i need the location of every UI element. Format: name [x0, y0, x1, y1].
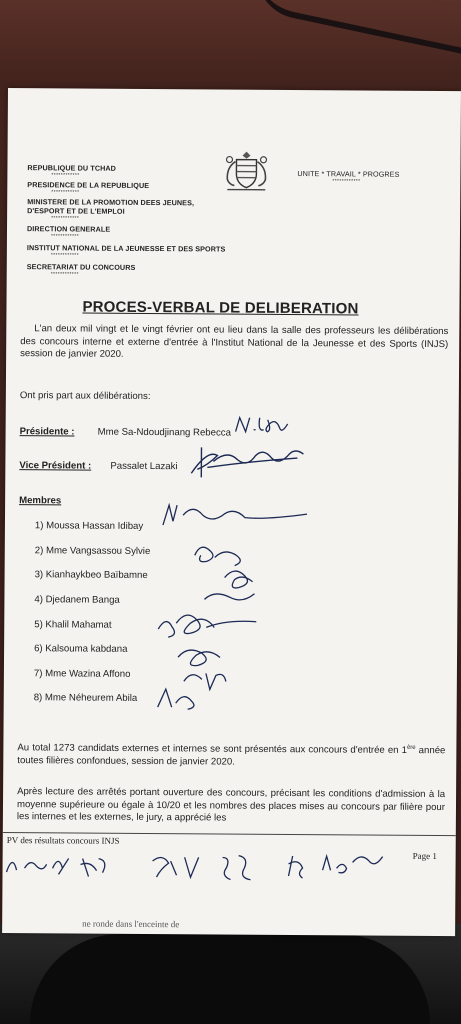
footer-left-text: PV des résultats concours INJS [6, 835, 120, 846]
member-item: 6) Kalsouma kabdana [34, 643, 128, 655]
reading-paragraph: Après lecture des arrêtés portant ouverture des concours, précisant les conditions d'admission à la moyenne supérieure ou égale à 10/20 et les nombres des places mises au concours par filière pour les internes et les externes, le jury, a apprécié les [16, 786, 446, 824]
header-line-1: REPUBLIQUE DU TCHAD [27, 163, 117, 173]
header-stars: ************ [51, 189, 80, 196]
total-paragraph [17, 739, 445, 770]
participants-heading: Ont pris part aux délibérations: [19, 390, 151, 403]
president-signature [234, 412, 294, 436]
members-label: Membres [19, 495, 62, 507]
header-stars: ************ [50, 252, 80, 259]
motto-stars: ************ [332, 178, 361, 185]
header-stars: ************ [50, 233, 80, 240]
header-line-3: MINISTERE DE LA PROMOTION DEES JEUNES, [27, 197, 195, 208]
header-line-6: INSTITUT NATIONAL DE LA JEUNESSE ET DES SPORTS [26, 243, 226, 254]
total-text-2: année toutes filières confondues, session de janvier 2020. [17, 745, 446, 768]
header-line-5: DIRECTION GENERALE [26, 224, 111, 234]
header-line-4: D'ESPORT ET DE L'EMPLOI [27, 206, 125, 216]
member-item: 2) Mme Vangsassou Sylvie [34, 545, 151, 558]
member-item: 4) Djedanem Banga [34, 594, 120, 606]
member-item: 5) Khalil Mahamat [34, 619, 112, 631]
floor [0, 924, 461, 1024]
vice-president-signature [187, 445, 307, 480]
intro-paragraph: L'an deux mil vingt et le vingt février ont eu lieu dans la salle des professeurs les délibérations des concours interne et externe d'entrée à l'Institut National de la Jeunesse et des Sports (INJS) session de janvier 2020. [20, 323, 449, 361]
member-item: 8) Mme Néheurem Abila [33, 692, 138, 704]
footer-initials-signatures [2, 844, 402, 887]
vice-president-label: Vice Président : [19, 460, 92, 472]
header-line-7: SECRETARIAT DU CONCOURS [26, 262, 136, 272]
president-label: Présidente : [19, 426, 75, 438]
member-item: 1) Moussa Hassan Idibay [34, 520, 144, 532]
document-title: PROCES-VERBAL DE DELIBERATION [82, 298, 359, 318]
document-page [2, 88, 461, 936]
shoe [30, 934, 430, 1024]
coat-of-arms-emblem [221, 147, 271, 193]
member-signatures [154, 497, 326, 718]
national-motto: UNITE * TRAVAIL * PROGRES [297, 169, 400, 179]
vice-president-name: Passalet Lazaki [110, 460, 178, 473]
header-stars: ************ [50, 271, 79, 278]
total-text-1: Au total 1273 candidats externes et internes se sont présentés aux concours d'entrée en 1 [17, 742, 407, 756]
next-page-cut-text: ne ronde dans l'enceinte de [82, 918, 180, 930]
member-item: 7) Mme Wazina Affono [33, 668, 131, 680]
total-superscript: ère [406, 744, 416, 751]
header-line-2: PRESIDENCE DE LA REPUBLIQUE [27, 180, 150, 190]
president-name: Mme Sa-Ndoudjinang Rebecca [97, 426, 231, 439]
page-number: Page 1 [412, 850, 437, 862]
member-item: 3) Kianhaykbeo Baïbamne [34, 569, 148, 581]
header-stars: ************ [51, 215, 80, 222]
header-stars: ************ [51, 172, 80, 179]
